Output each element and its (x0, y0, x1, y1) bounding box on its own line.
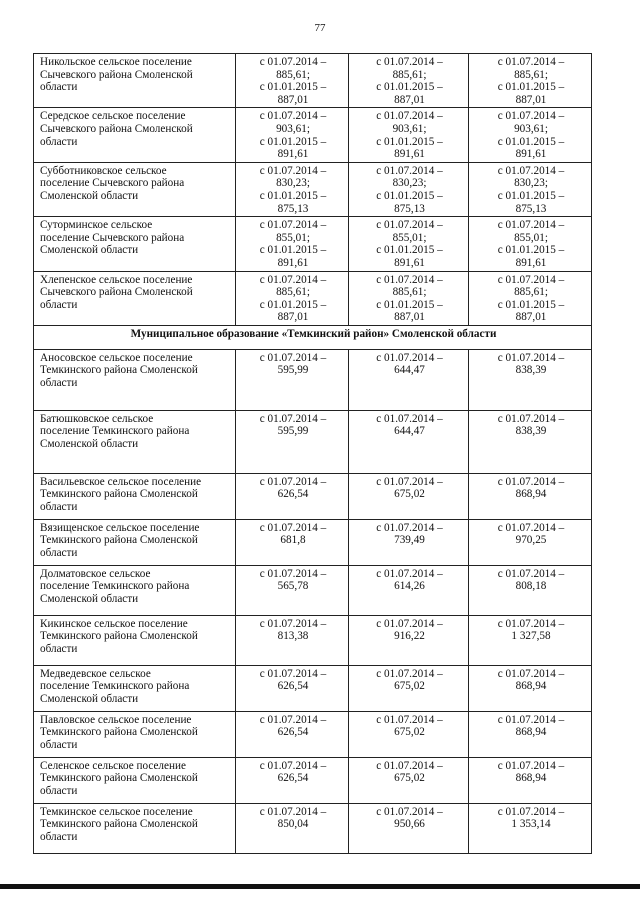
tariff-cell (349, 757, 469, 803)
tariff-cell (469, 162, 592, 216)
tariff-value-line: с 01.07.2014 – (376, 713, 443, 726)
table-row (34, 565, 592, 615)
tariff-value-line: 887,01 (394, 311, 425, 324)
settlement-name: Васильевское сельское поселение Темкинского района Смоленской области (34, 473, 236, 519)
tariff-cell (236, 615, 349, 665)
tariff-cell (469, 108, 592, 162)
page-number: 77 (314, 22, 326, 34)
tariff-value-line: с 01.07.2014 – (376, 56, 443, 68)
tariff-value-line: с 01.07.2014 – (259, 219, 327, 232)
tariff-cell (469, 349, 592, 410)
tariff-value-line: 830,23; (276, 177, 310, 190)
tariff-value-line: 885,61; (276, 286, 310, 299)
tariff-value-line: 891,61 (515, 256, 547, 269)
table-row (34, 410, 592, 473)
settlement-name: Никольское сельское поселение Сычевского района Смоленской области (34, 54, 236, 108)
settlement-name: Темкинское сельское поселение Темкинского района Смоленской области (34, 803, 236, 853)
tariff-cell (349, 711, 469, 757)
tariff-cell (349, 473, 469, 519)
tariff-value-line: 891,61 (515, 148, 547, 161)
tariff-cell (349, 349, 469, 410)
table-row (34, 108, 592, 162)
tariff-value-line: с 01.01.2015 – (259, 189, 327, 202)
table-row (34, 54, 592, 108)
tariff-cell (469, 711, 592, 757)
tariff-value-line: с 01.07.2014 – (497, 273, 565, 286)
settlement-name: Субботниковское сельское поселение Сычевского района Смоленской области (34, 162, 236, 216)
tariff-value-line: с 01.01.2015 – (259, 135, 327, 148)
tariff-value-line: 675,02 (394, 772, 425, 785)
tariff-value-line: 595,99 (277, 364, 309, 377)
tariff-value-line: с 01.01.2015 – (497, 244, 565, 257)
tariff-value-line: 675,02 (394, 726, 425, 739)
tariff-value-line: 916,22 (394, 630, 425, 643)
tariff-value-line: 970,25 (515, 534, 547, 547)
settlement-name: Хлепенское сельское поселение Сычевского района Смоленской области (34, 271, 236, 325)
tariff-value-line: 855,01; (392, 231, 427, 244)
settlement-name: Кикинское сельское поселение Темкинского района Смоленской области (34, 615, 236, 665)
tariff-cell (469, 473, 592, 519)
tariff-cell (349, 565, 469, 615)
tariff-value-line: с 01.07.2014 – (497, 759, 565, 772)
tariff-value-line: с 01.07.2014 – (376, 521, 443, 534)
tariff-value-line: с 01.07.2014 – (497, 351, 565, 364)
tariff-value-line: с 01.01.2015 – (497, 81, 565, 94)
tariff-cell (236, 519, 349, 565)
tariff-value-line: с 01.07.2014 – (259, 667, 327, 680)
tariff-value-line: 1 327,58 (511, 630, 551, 643)
tariff-value-line: с 01.01.2015 – (376, 244, 443, 257)
tariff-value-line: 644,47 (394, 364, 425, 377)
tariff-cell (469, 54, 592, 108)
table-row (34, 665, 592, 711)
tariff-value-line: с 01.01.2015 – (497, 298, 565, 311)
tariff-value-line: 626,54 (277, 772, 309, 785)
tariff-value-line: с 01.07.2014 – (376, 219, 443, 232)
tariff-cell (349, 803, 469, 853)
tariff-value-line: 675,02 (394, 680, 425, 693)
settlement-name: Медведевское сельское поселение Темкинского района Смоленской области (34, 665, 236, 711)
tariff-cell (469, 217, 592, 271)
tariff-value-line: 626,54 (277, 488, 309, 501)
tariff-value-line: с 01.07.2014 – (376, 110, 443, 123)
tariff-value-line: с 01.07.2014 – (497, 521, 565, 534)
tariff-cell (469, 665, 592, 711)
tariff-value-line: с 01.01.2015 – (497, 135, 565, 148)
tariff-value-line: 626,54 (277, 726, 309, 739)
tariff-value-line: с 01.01.2015 – (376, 81, 443, 94)
tariff-value-line: 868,94 (515, 772, 547, 785)
tariff-value-line: 838,39 (515, 425, 547, 438)
tariff-value-line: с 01.07.2014 – (259, 110, 327, 123)
tariff-value-line: 813,38 (277, 630, 309, 643)
tariff-value-line: 868,94 (515, 488, 547, 501)
table-row (34, 803, 592, 853)
tariff-value-line: с 01.07.2014 – (259, 164, 327, 177)
tariff-value-line: 868,94 (515, 680, 547, 693)
tariff-value-line: 855,01; (514, 231, 548, 244)
section-heading: Муниципальное образование «Темкинский район» Смоленской области (34, 325, 592, 349)
tariff-table (33, 53, 592, 854)
tariff-value-line: с 01.07.2014 – (259, 521, 327, 534)
tariff-value-line: 885,61; (514, 68, 548, 81)
tariff-value-line: с 01.07.2014 – (497, 667, 565, 680)
tariff-value-line: с 01.07.2014 – (259, 617, 327, 630)
section-row (34, 325, 592, 349)
tariff-value-line: с 01.07.2014 – (497, 713, 565, 726)
settlement-name: Середское сельское поселение Сычевского района Смоленской области (34, 108, 236, 162)
tariff-value-line: с 01.07.2014 – (376, 567, 443, 580)
tariff-value-line: с 01.07.2014 – (259, 351, 327, 364)
tariff-value-line: с 01.01.2015 – (259, 81, 327, 94)
tariff-cell (349, 615, 469, 665)
table-row (34, 271, 592, 325)
tariff-value-line: с 01.07.2014 – (259, 805, 327, 818)
tariff-value-line: с 01.07.2014 – (497, 805, 565, 818)
tariff-cell (236, 757, 349, 803)
tariff-value-line: с 01.07.2014 – (497, 164, 565, 177)
tariff-value-line: 644,47 (394, 425, 425, 438)
tariff-value-line: 887,01 (515, 93, 547, 106)
tariff-value-line: 838,39 (515, 364, 547, 377)
table-row (34, 519, 592, 565)
tariff-value-line: 595,99 (277, 425, 309, 438)
tariff-value-line: с 01.01.2015 – (376, 189, 443, 202)
settlement-name: Павловское сельское поселение Темкинского района Смоленской области (34, 711, 236, 757)
tariff-value-line: с 01.07.2014 – (376, 667, 443, 680)
tariff-value-line: 891,61 (277, 148, 309, 161)
tariff-value-line: с 01.07.2014 – (376, 164, 443, 177)
tariff-value-line: 903,61; (276, 122, 310, 135)
tariff-value-line: с 01.07.2014 – (376, 273, 443, 286)
tariff-value-line: с 01.07.2014 – (259, 273, 327, 286)
tariff-value-line: с 01.07.2014 – (497, 219, 565, 232)
tariff-value-line: 875,13 (394, 202, 425, 215)
tariff-value-line: с 01.07.2014 – (376, 475, 443, 488)
tariff-cell (236, 271, 349, 325)
tariff-cell (236, 54, 349, 108)
tariff-value-line: 950,66 (394, 818, 425, 831)
tariff-value-line: 903,61; (514, 122, 548, 135)
tariff-value-line: с 01.07.2014 – (259, 412, 327, 425)
tariff-value-line: 830,23; (392, 177, 427, 190)
tariff-value-line: 626,54 (277, 680, 309, 693)
table-row (34, 615, 592, 665)
tariff-value-line: 565,78 (277, 580, 309, 593)
settlement-name: Вязищенское сельское поселение Темкинского района Смоленской области (34, 519, 236, 565)
settlement-name: Суторминское сельское поселение Сычевского района Смоленской области (34, 217, 236, 271)
tariff-value-line: 614,26 (394, 580, 425, 593)
tariff-cell (469, 410, 592, 473)
tariff-value-line: с 01.01.2015 – (376, 298, 443, 311)
tariff-value-line: 875,13 (515, 202, 547, 215)
tariff-value-line: с 01.07.2014 – (259, 713, 327, 726)
tariff-cell (236, 803, 349, 853)
settlement-name: Селенское сельское поселение Темкинского района Смоленской области (34, 757, 236, 803)
table-row (34, 217, 592, 271)
tariff-cell (236, 108, 349, 162)
tariff-cell (236, 162, 349, 216)
tariff-cell (469, 615, 592, 665)
table-row (34, 473, 592, 519)
tariff-cell (469, 565, 592, 615)
tariff-cell (349, 108, 469, 162)
tariff-value-line: 885,61; (392, 68, 427, 81)
table-row (34, 162, 592, 216)
tariff-value-line: с 01.01.2015 – (376, 135, 443, 148)
tariff-value-line: с 01.07.2014 – (497, 475, 565, 488)
tariff-value-line: 739,49 (394, 534, 425, 547)
tariff-value-line: с 01.07.2014 – (259, 475, 327, 488)
settlement-name: Долматовское сельское поселение Темкинского района Смоленской области (34, 565, 236, 615)
tariff-value-line: 681,8 (280, 534, 306, 547)
tariff-value-line: 808,18 (515, 580, 547, 593)
tariff-value-line: 855,01; (276, 231, 310, 244)
tariff-cell (349, 665, 469, 711)
tariff-cell (236, 410, 349, 473)
bottom-rule (0, 884, 640, 889)
tariff-value-line: с 01.07.2014 – (259, 759, 327, 772)
tariff-value-line: с 01.07.2014 – (497, 412, 565, 425)
tariff-cell (349, 217, 469, 271)
tariff-value-line: с 01.07.2014 – (497, 56, 565, 68)
tariff-cell (469, 519, 592, 565)
tariff-value-line: с 01.07.2014 – (497, 567, 565, 580)
tariff-value-line: с 01.01.2015 – (259, 244, 327, 257)
tariff-cell (236, 665, 349, 711)
tariff-value-line: 891,61 (394, 256, 425, 269)
tariff-value-line: 885,61; (392, 286, 427, 299)
tariff-value-line: 885,61; (514, 286, 548, 299)
tariff-value-line: 675,02 (394, 488, 425, 501)
tariff-cell (349, 410, 469, 473)
tariff-value-line: 903,61; (392, 122, 427, 135)
tariff-cell (349, 54, 469, 108)
tariff-value-line: 887,01 (394, 93, 425, 106)
tariff-cell (236, 565, 349, 615)
tariff-value-line: 887,01 (277, 311, 309, 324)
settlement-name: Батюшковское сельское поселение Темкинского района Смоленской области (34, 410, 236, 473)
tariff-cell (349, 519, 469, 565)
table-row (34, 757, 592, 803)
tariff-cell (236, 349, 349, 410)
table-row (34, 349, 592, 410)
tariff-value-line: с 01.07.2014 – (497, 110, 565, 123)
tariff-value-line: с 01.01.2015 – (497, 189, 565, 202)
tariff-value-line: 885,61; (276, 68, 310, 81)
tariff-value-line: с 01.07.2014 – (376, 412, 443, 425)
tariff-value-line: с 01.07.2014 – (376, 759, 443, 772)
tariff-value-line: с 01.07.2014 – (259, 56, 327, 68)
tariff-value-line: с 01.01.2015 – (259, 298, 327, 311)
tariff-value-line: 891,61 (277, 256, 309, 269)
tariff-value-line: с 01.07.2014 – (376, 805, 443, 818)
tariff-value-line: 830,23; (514, 177, 548, 190)
tariff-cell (236, 711, 349, 757)
tariff-cell (236, 473, 349, 519)
tariff-cell (349, 271, 469, 325)
tariff-cell (236, 217, 349, 271)
tariff-value-line: 887,01 (515, 311, 547, 324)
tariff-cell (349, 162, 469, 216)
tariff-value-line: 875,13 (277, 202, 309, 215)
tariff-value-line: с 01.07.2014 – (497, 617, 565, 630)
tariff-value-line: с 01.07.2014 – (259, 567, 327, 580)
tariff-value-line: с 01.07.2014 – (376, 351, 443, 364)
settlement-name: Аносовское сельское поселение Темкинского района Смоленской области (34, 349, 236, 410)
tariff-value-line: 850,04 (277, 818, 309, 831)
tariff-value-line: с 01.07.2014 – (376, 617, 443, 630)
tariff-value-line: 868,94 (515, 726, 547, 739)
tariff-value-line: 891,61 (394, 148, 425, 161)
tariff-cell (469, 803, 592, 853)
table-row (34, 711, 592, 757)
tariff-cell (469, 757, 592, 803)
tariff-cell (469, 271, 592, 325)
tariff-value-line: 1 353,14 (511, 818, 551, 831)
tariff-value-line: 887,01 (277, 93, 309, 106)
